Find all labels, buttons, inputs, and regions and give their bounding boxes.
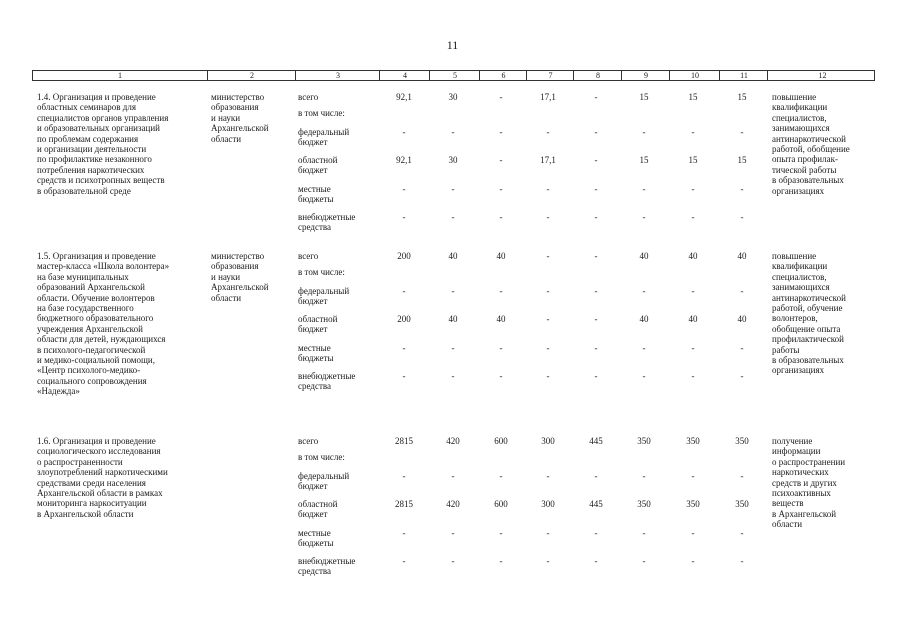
- funding-source-label: внебюджетные средства: [298, 556, 356, 577]
- funding-value: 15: [639, 155, 649, 165]
- funding-value: 30: [448, 155, 458, 165]
- funding-value: 300: [541, 436, 555, 446]
- funding-value: -: [546, 286, 550, 296]
- funding-value: -: [546, 127, 550, 137]
- funding-source-label: в том числе:: [298, 267, 345, 277]
- funding-value: -: [546, 251, 550, 261]
- funding-value: -: [499, 127, 503, 137]
- funding-value: -: [594, 155, 598, 165]
- funding-value: -: [594, 371, 598, 381]
- expected-result: повышение квалификации специалистов, занимающихся антинаркотической работой, обучение волонтеров, обобщение опыта профилактической работы в образовательных организациях: [772, 251, 846, 376]
- funding-value: -: [451, 556, 455, 566]
- funding-value: -: [642, 343, 646, 353]
- funding-value: 40: [737, 314, 747, 324]
- funding-value: 200: [397, 314, 411, 324]
- funding-value: -: [642, 371, 646, 381]
- funding-value: -: [546, 471, 550, 481]
- header-cell: 10: [669, 71, 720, 80]
- funding-value: 200: [397, 251, 411, 261]
- funding-value: -: [691, 371, 695, 381]
- funding-value: -: [642, 528, 646, 538]
- funding-value: 15: [737, 92, 747, 102]
- funding-value: -: [594, 314, 598, 324]
- funding-value: -: [499, 471, 503, 481]
- funding-value: -: [691, 127, 695, 137]
- funding-value: 92,1: [396, 155, 412, 165]
- funding-value: 350: [637, 499, 651, 509]
- funding-value: 445: [589, 499, 603, 509]
- header-cell: 2: [207, 71, 296, 80]
- expected-result: получение информации о распространении наркотических средств и других психоактивных веществ в Архангельской области: [772, 436, 846, 530]
- funding-value: -: [451, 127, 455, 137]
- funding-value: -: [594, 92, 598, 102]
- header-cell: 7: [526, 71, 574, 80]
- executor-cell: министерство образования и науки Архангельской области: [211, 251, 269, 303]
- funding-value: 600: [494, 499, 508, 509]
- funding-value: -: [691, 286, 695, 296]
- funding-value: -: [691, 528, 695, 538]
- funding-value: -: [740, 286, 744, 296]
- funding-source-label: федеральный бюджет: [298, 471, 350, 492]
- funding-value: -: [642, 286, 646, 296]
- funding-value: -: [499, 528, 503, 538]
- funding-source-label: местные бюджеты: [298, 343, 334, 364]
- funding-source-label: областной бюджет: [298, 499, 338, 520]
- funding-value: -: [499, 371, 503, 381]
- funding-value: 40: [688, 314, 698, 324]
- funding-value: 40: [496, 314, 506, 324]
- funding-value: 15: [688, 92, 698, 102]
- funding-value: -: [691, 556, 695, 566]
- funding-value: -: [451, 212, 455, 222]
- funding-source-label: местные бюджеты: [298, 528, 334, 549]
- measure-description: 1.5. Организация и проведение мастер-класса «Школа волонтера» на базе муниципальных образований Архангельской области. Обучение волонтеров на базе государственного бюджетного образовательного учреждения Архангельской области для детей, нуждающихся в психолого-педагогической и медико-социальной помощи, «Центр психолого-медико- социального сопровождения «Надежда»: [37, 251, 170, 397]
- funding-value: -: [594, 184, 598, 194]
- funding-value: -: [499, 343, 503, 353]
- funding-value: 17,1: [540, 155, 556, 165]
- funding-value: -: [642, 471, 646, 481]
- funding-value: 40: [496, 251, 506, 261]
- funding-value: -: [402, 471, 406, 481]
- funding-value: -: [642, 212, 646, 222]
- funding-value: -: [546, 343, 550, 353]
- funding-value: -: [402, 528, 406, 538]
- funding-value: -: [402, 184, 406, 194]
- funding-value: 17,1: [540, 92, 556, 102]
- header-cell: 4: [379, 71, 430, 80]
- header-cell: 8: [573, 71, 622, 80]
- funding-value: -: [740, 184, 744, 194]
- funding-value: -: [594, 127, 598, 137]
- funding-value: -: [402, 286, 406, 296]
- funding-value: -: [594, 556, 598, 566]
- funding-value: 600: [494, 436, 508, 446]
- funding-value: 350: [735, 436, 749, 446]
- funding-value: 15: [737, 155, 747, 165]
- funding-value: -: [691, 343, 695, 353]
- funding-value: -: [594, 528, 598, 538]
- funding-value: -: [546, 184, 550, 194]
- funding-value: 420: [446, 499, 460, 509]
- funding-value: 2815: [395, 499, 413, 509]
- funding-source-label: всего: [298, 436, 319, 446]
- funding-value: -: [546, 556, 550, 566]
- header-cell: 11: [719, 71, 768, 80]
- funding-value: 300: [541, 499, 555, 509]
- executor-cell: министерство образования и науки Архангельской области: [211, 92, 269, 144]
- funding-value: -: [402, 212, 406, 222]
- funding-source-label: в том числе:: [298, 452, 345, 462]
- header-cell: 3: [295, 71, 380, 80]
- funding-value: 420: [446, 436, 460, 446]
- funding-value: -: [594, 212, 598, 222]
- funding-value: -: [451, 184, 455, 194]
- funding-value: -: [740, 556, 744, 566]
- funding-value: -: [594, 286, 598, 296]
- funding-value: -: [642, 127, 646, 137]
- funding-value: -: [740, 371, 744, 381]
- funding-value: 40: [639, 314, 649, 324]
- funding-value: 40: [688, 251, 698, 261]
- funding-value: 40: [639, 251, 649, 261]
- funding-value: -: [740, 343, 744, 353]
- funding-value: -: [740, 212, 744, 222]
- funding-value: -: [499, 286, 503, 296]
- funding-value: -: [402, 371, 406, 381]
- funding-value: 350: [686, 499, 700, 509]
- funding-value: 2815: [395, 436, 413, 446]
- funding-value: -: [546, 314, 550, 324]
- funding-value: -: [691, 184, 695, 194]
- funding-value: 40: [448, 251, 458, 261]
- funding-source-label: всего: [298, 251, 319, 261]
- funding-value: 92,1: [396, 92, 412, 102]
- funding-value: -: [740, 471, 744, 481]
- funding-value: -: [451, 371, 455, 381]
- funding-value: -: [402, 343, 406, 353]
- funding-value: -: [642, 556, 646, 566]
- header-cell: 9: [621, 71, 670, 80]
- funding-source-label: внебюджетные средства: [298, 371, 356, 392]
- header-cell: 12: [767, 71, 877, 80]
- funding-source-label: внебюджетные средства: [298, 212, 356, 233]
- funding-value: 40: [448, 314, 458, 324]
- funding-source-label: федеральный бюджет: [298, 127, 350, 148]
- funding-value: -: [740, 127, 744, 137]
- funding-value: -: [499, 155, 503, 165]
- funding-value: -: [594, 343, 598, 353]
- funding-value: -: [740, 528, 744, 538]
- funding-value: -: [546, 528, 550, 538]
- funding-value: 445: [589, 436, 603, 446]
- header-cell: 5: [429, 71, 480, 80]
- funding-source-label: областной бюджет: [298, 314, 338, 335]
- funding-value: -: [402, 127, 406, 137]
- funding-value: 15: [639, 92, 649, 102]
- funding-value: -: [451, 471, 455, 481]
- funding-value: -: [594, 251, 598, 261]
- funding-source-label: областной бюджет: [298, 155, 338, 176]
- funding-value: -: [499, 92, 503, 102]
- funding-value: 40: [737, 251, 747, 261]
- funding-value: 15: [688, 155, 698, 165]
- expected-result: повышение квалификации специалистов, занимающихся антинаркотической работой, обобщение опыта профилак- тической работы в образовательных организациях: [772, 92, 850, 196]
- funding-value: -: [691, 212, 695, 222]
- funding-value: 350: [637, 436, 651, 446]
- funding-value: 350: [735, 499, 749, 509]
- funding-value: -: [691, 471, 695, 481]
- funding-source-label: в том числе:: [298, 108, 345, 118]
- funding-value: 30: [448, 92, 458, 102]
- measure-description: 1.4. Организация и проведение областных семинаров для специалистов органов управления и образовательных организаций по проблемам содержания и организации деятельности по профилактике незаконного потребления наркотических средств и психотропных веществ в образовательной среде: [37, 92, 169, 196]
- funding-value: -: [451, 528, 455, 538]
- funding-value: -: [451, 286, 455, 296]
- funding-value: -: [499, 556, 503, 566]
- funding-value: -: [594, 471, 598, 481]
- header-cell: 6: [479, 71, 527, 80]
- funding-source-label: местные бюджеты: [298, 184, 334, 205]
- funding-value: 350: [686, 436, 700, 446]
- funding-value: -: [499, 212, 503, 222]
- funding-source-label: всего: [298, 92, 319, 102]
- table-header: [32, 70, 875, 81]
- funding-value: -: [546, 371, 550, 381]
- funding-value: -: [642, 184, 646, 194]
- funding-value: -: [402, 556, 406, 566]
- funding-value: -: [451, 343, 455, 353]
- funding-value: -: [546, 212, 550, 222]
- funding-value: -: [499, 184, 503, 194]
- header-cell: 1: [118, 71, 122, 80]
- page-number: 11: [446, 38, 459, 52]
- measure-description: 1.6. Организация и проведение социологического исследования о распространенности злоупотреблений наркотическими средствами среди населения Архангельской области в рамках мониторинга наркоситуации в Архангельской области: [37, 436, 168, 519]
- funding-source-label: федеральный бюджет: [298, 286, 350, 307]
